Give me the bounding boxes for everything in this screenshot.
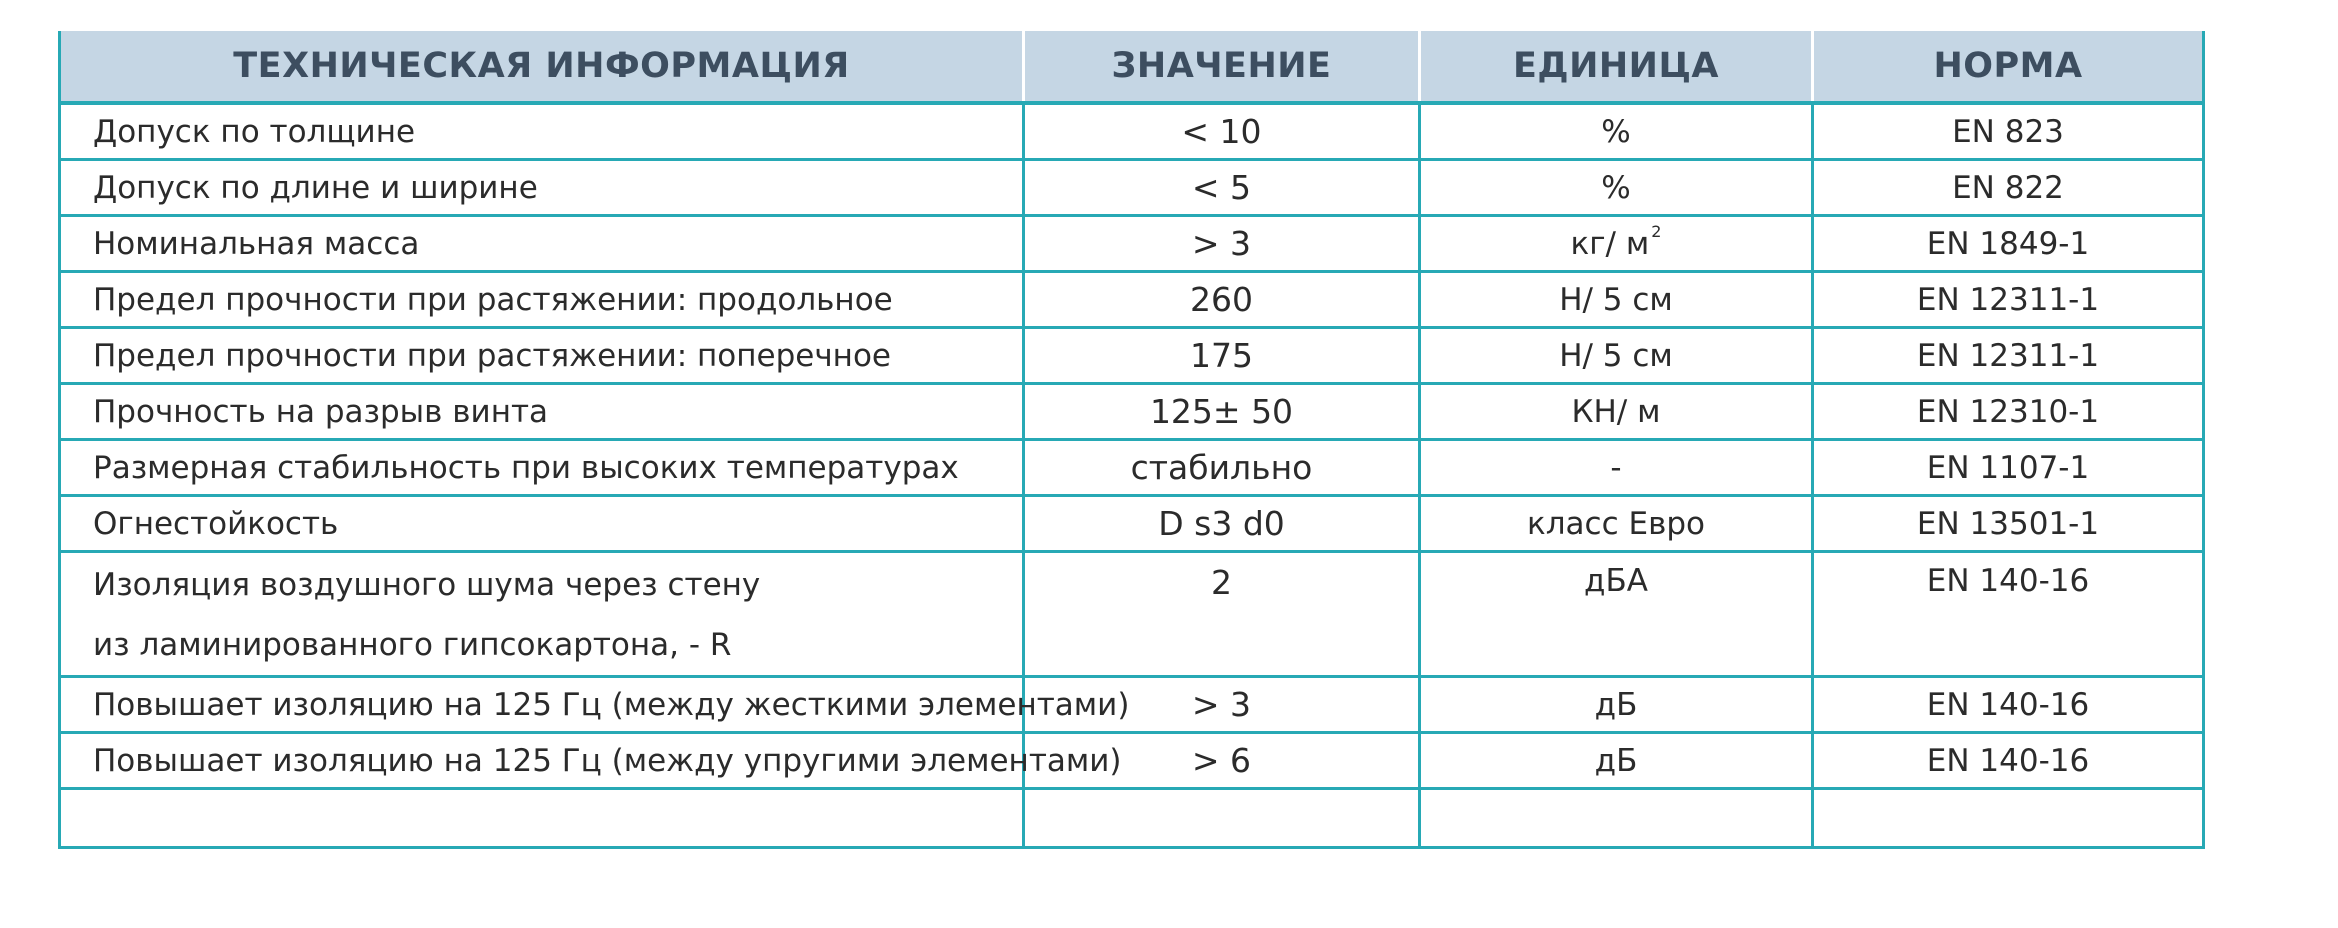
value-cell: стабильно xyxy=(1024,440,1420,496)
empty-cell xyxy=(60,789,1024,848)
value-cell: > 6 xyxy=(1024,733,1420,789)
norm-cell: EN 13501-1 xyxy=(1813,496,2204,552)
value-cell: < 10 xyxy=(1024,103,1420,160)
empty-cell xyxy=(1813,789,2204,848)
value-cell: D s3 d0 xyxy=(1024,496,1420,552)
header-technical-info: ТЕХНИЧЕСКАЯ ИНФОРМАЦИЯ xyxy=(60,31,1024,103)
table-row xyxy=(60,677,2204,733)
empty-cell xyxy=(1420,789,1813,848)
norm-cell: EN 1849-1 xyxy=(1813,216,2204,272)
table-row xyxy=(60,103,2204,160)
unit-cell: - xyxy=(1420,440,1813,496)
param-cell: Прочность на разрыв винта xyxy=(60,384,1024,440)
empty-row xyxy=(60,789,2204,848)
header-norm: НОРМА xyxy=(1813,31,2204,103)
header-row xyxy=(60,31,2204,103)
value-cell: > 3 xyxy=(1024,216,1420,272)
norm-cell: EN 12310-1 xyxy=(1813,384,2204,440)
unit-superscript: 2 xyxy=(1651,221,1662,241)
unit-cell: Н/ 5 см xyxy=(1420,272,1813,328)
value-cell: 2 xyxy=(1024,552,1420,677)
param-cell: Повышает изоляцию на 125 Гц (между упругими элементами) xyxy=(60,733,1024,789)
table-row xyxy=(60,552,2204,677)
param-cell: Предел прочности при растяжении: поперечное xyxy=(60,328,1024,384)
table-row xyxy=(60,384,2204,440)
param-line-1: Изоляция воздушного шума через стену xyxy=(93,567,761,603)
table-header xyxy=(60,31,2204,103)
table-row xyxy=(60,160,2204,216)
value-cell: 260 xyxy=(1024,272,1420,328)
value-cell: < 5 xyxy=(1024,160,1420,216)
norm-cell: EN 822 xyxy=(1813,160,2204,216)
unit-cell: класс Евро xyxy=(1420,496,1813,552)
table-row xyxy=(60,328,2204,384)
param-cell: Предел прочности при растяжении: продольное xyxy=(60,272,1024,328)
param-cell: Размерная стабильность при высоких температурах xyxy=(60,440,1024,496)
unit-cell: % xyxy=(1420,103,1813,160)
empty-cell xyxy=(1024,789,1420,848)
unit-cell: дБ xyxy=(1420,677,1813,733)
param-cell: Допуск по длине и ширине xyxy=(60,160,1024,216)
norm-cell: EN 1107-1 xyxy=(1813,440,2204,496)
param-cell: Огнестойкость xyxy=(60,496,1024,552)
norm-cell: EN 140-16 xyxy=(1813,677,2204,733)
param-cell: Повышает изоляцию на 125 Гц (между жесткими элементами) xyxy=(60,677,1024,733)
value-cell: 125± 50 xyxy=(1024,384,1420,440)
table-row xyxy=(60,440,2204,496)
norm-cell: EN 140-16 xyxy=(1813,552,2204,677)
norm-cell: EN 12311-1 xyxy=(1813,328,2204,384)
header-unit: ЕДИНИЦА xyxy=(1420,31,1813,103)
table-row xyxy=(60,272,2204,328)
unit-cell: дБ xyxy=(1420,733,1813,789)
norm-cell: EN 823 xyxy=(1813,103,2204,160)
unit-cell: дБА xyxy=(1420,552,1813,677)
header-value: ЗНАЧЕНИЕ xyxy=(1024,31,1420,103)
unit-cell: КН/ м xyxy=(1420,384,1813,440)
unit-cell xyxy=(1420,216,1813,272)
technical-info-table xyxy=(58,31,2205,849)
table-row xyxy=(60,733,2204,789)
param-cell: Допуск по толщине xyxy=(60,103,1024,160)
table-row xyxy=(60,496,2204,552)
param-line-2: из ламинированного гипсокартона, - R xyxy=(93,627,732,663)
norm-cell: EN 140-16 xyxy=(1813,733,2204,789)
value-cell: 175 xyxy=(1024,328,1420,384)
value-cell: > 3 xyxy=(1024,677,1420,733)
table-body xyxy=(60,103,2204,848)
table-row xyxy=(60,216,2204,272)
param-cell xyxy=(60,552,1024,677)
param-cell: Номинальная масса xyxy=(60,216,1024,272)
unit-cell: % xyxy=(1420,160,1813,216)
norm-cell: EN 12311-1 xyxy=(1813,272,2204,328)
unit-text: кг/ м xyxy=(1570,225,1650,262)
unit-cell: Н/ 5 см xyxy=(1420,328,1813,384)
